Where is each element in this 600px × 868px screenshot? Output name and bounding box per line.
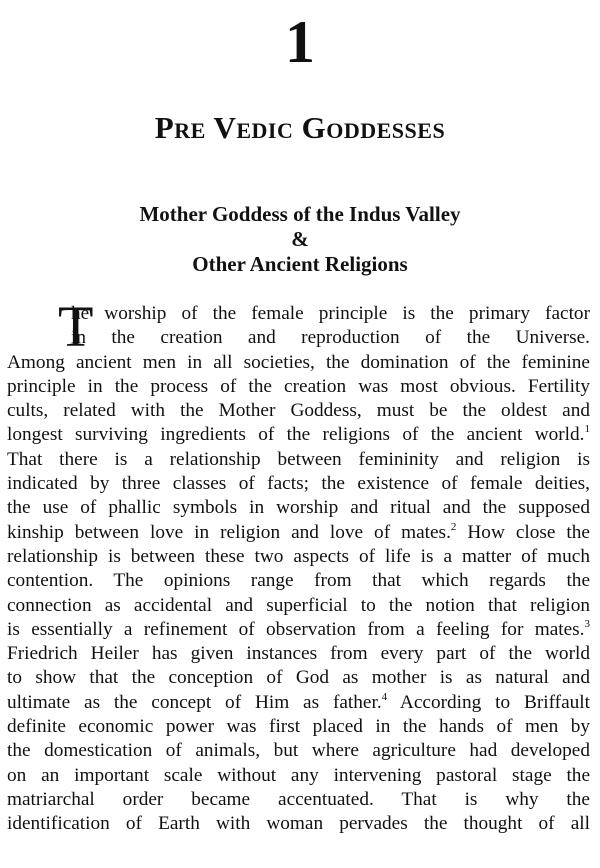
subtitle-line-1: Mother Goddess of the Indus Valley xyxy=(139,202,461,226)
footnote-ref: 3 xyxy=(584,617,590,630)
body-line: principle in the process of the creation was most obvious. Fertility xyxy=(7,375,590,397)
body-line: in the creation and reproduction of the Universe. xyxy=(71,327,590,349)
chapter-title: Pre Vedic Goddesses xyxy=(154,110,446,145)
body-line xyxy=(7,423,590,447)
footnote-ref: 2 xyxy=(450,520,457,533)
body-line xyxy=(7,691,590,715)
drop-cap: T xyxy=(58,294,94,359)
body-line: cults, related with the Mother Goddess, must be the oldest and xyxy=(7,400,590,422)
body-line: the use of phallic symbols in worship and ritual and the supposed xyxy=(7,497,590,519)
body-line-tail: How close the xyxy=(467,521,590,543)
body-line: relationship is between these two aspects of life is a matter of much xyxy=(7,545,590,567)
footnote-ref: 4 xyxy=(381,690,388,703)
body-line xyxy=(7,618,590,642)
body-paragraph xyxy=(7,294,590,837)
body-line: That there is a relationship between femininity and religion is xyxy=(7,448,590,470)
body-line: matriarchal order became accentuated. That is why the xyxy=(7,788,590,810)
subtitle-line-2: & xyxy=(291,227,309,251)
body-line: he worship of the female principle is the primary factor xyxy=(71,303,590,324)
body-line-tail: According to Briffault xyxy=(399,691,590,713)
body-line: indicated by three classes of facts; the existence of female deities, xyxy=(7,473,590,495)
body-line: Among ancient men in all societies, the domination of the feminine xyxy=(7,351,590,373)
footnote-ref: 1 xyxy=(584,423,590,436)
subtitle-line-3: Other Ancient Religions xyxy=(192,252,408,276)
body-line: Friedrich Heiler has given instances from every part of the world xyxy=(7,643,590,665)
body-line: definite economic power was first placed in the hands of men by xyxy=(7,716,590,738)
body-line: identification of Earth with woman pervades the thought of all xyxy=(7,813,590,835)
body-line-text: longest surviving ingredients of the religions of the ancient world. xyxy=(7,424,585,446)
body-line: to show that the conception of God as mother is as natural and xyxy=(7,667,590,689)
body-line-text: ultimate as the concept of Him as father. xyxy=(7,691,382,713)
body-line-text: kinship between love in religion and love of mates. xyxy=(7,521,451,543)
body-line: contention. The opinions range from that which regards the xyxy=(7,570,590,592)
body-line: on an important scale without any intervening pastoral stage the xyxy=(7,764,590,786)
body-line-text: is essentially a refinement of observation from a feeling for mates. xyxy=(7,618,585,640)
body-line: connection as accidental and superficial to the notion that religion xyxy=(7,594,590,616)
body-line: the domestication of animals, but where agriculture had developed xyxy=(7,740,590,762)
chapter-number: 1 xyxy=(285,9,315,75)
chapter-subtitle xyxy=(0,202,600,277)
body-line xyxy=(7,521,590,545)
